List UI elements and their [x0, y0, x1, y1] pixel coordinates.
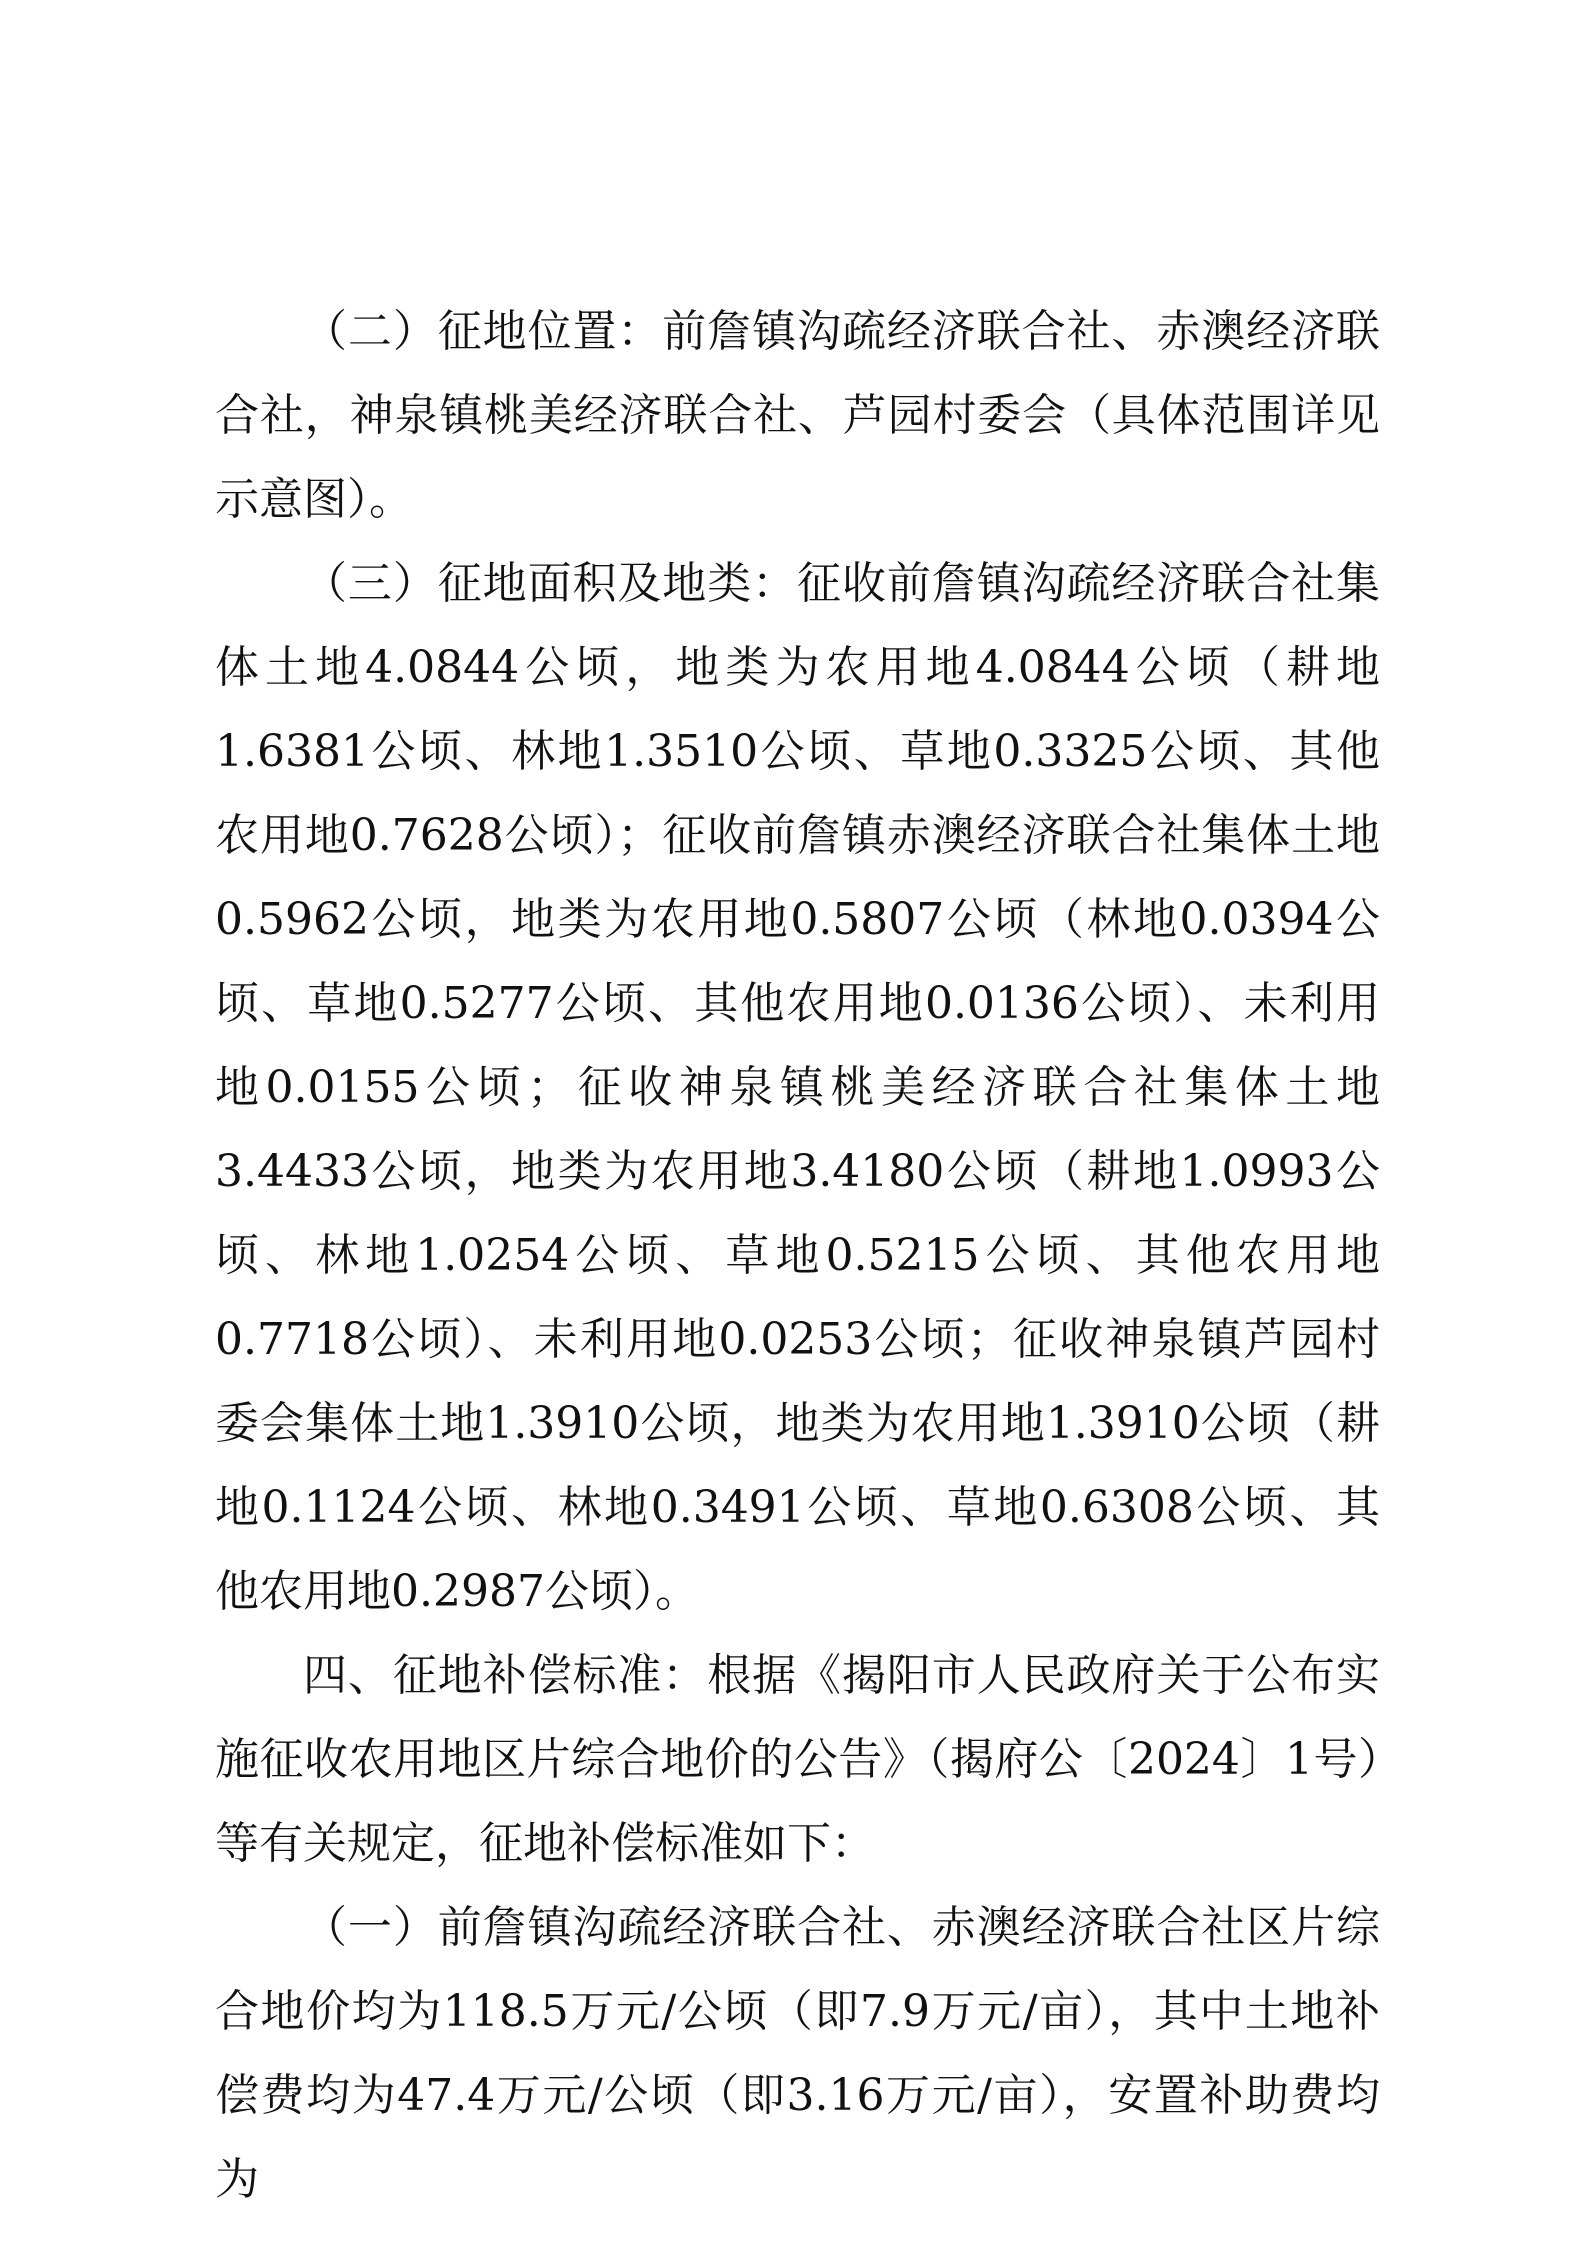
document-body	[215, 290, 1380, 2222]
paragraph-compensation-item-1: （一）前詹镇沟疏经济联合社、赤澳经济联合社区片综合地价均为118.5万元/公顷（即7.9万元/亩），其中土地补偿费均为47.4万元/公顷（即3.16万元/亩），安置补助费均为	[215, 1902, 1380, 2205]
paragraph-land-location: （二）征地位置：前詹镇沟疏经济联合社、赤澳经济联合社，神泉镇桃美经济联合社、芦园村委会（具体范围详见示意图）。	[215, 306, 1380, 525]
paragraph-compensation-standard: 四、征地补偿标准：根据《揭阳市人民政府关于公布实施征收农用地区片综合地价的公告》（揭府公〔2024〕1号）等有关规定，征地补偿标准如下：	[215, 1650, 1380, 1869]
paragraph-land-area-types: （三）征地面积及地类：征收前詹镇沟疏经济联合社集体土地4.0844公顷，地类为农用地4.0844公顷（耕地1.6381公顷、林地1.3510公顷、草地0.3325公顷、其他农用地0.7628公顷）；征收前詹镇赤澳经济联合社集体土地0.5962公顷，地类为农用地0.5807公顷（林地0.0394公顷、草地0.5277公顷、其他农用地0.0136公顷）、未利用地0.0155公顷；征收神泉镇桃美经济联合社集体土地3.4433公顷，地类为农用地3.4180公顷（耕地1.0993公顷、林地1.0254公顷、草地0.5215公顷、其他农用地0.7718公顷）、未利用地0.0253公顷；征收神泉镇芦园村委会集体土地1.3910公顷，地类为农用地1.3910公顷（耕地0.1124公顷、林地0.3491公顷、草地0.6308公顷、其他农用地0.2987公顷）。	[215, 558, 1380, 1617]
